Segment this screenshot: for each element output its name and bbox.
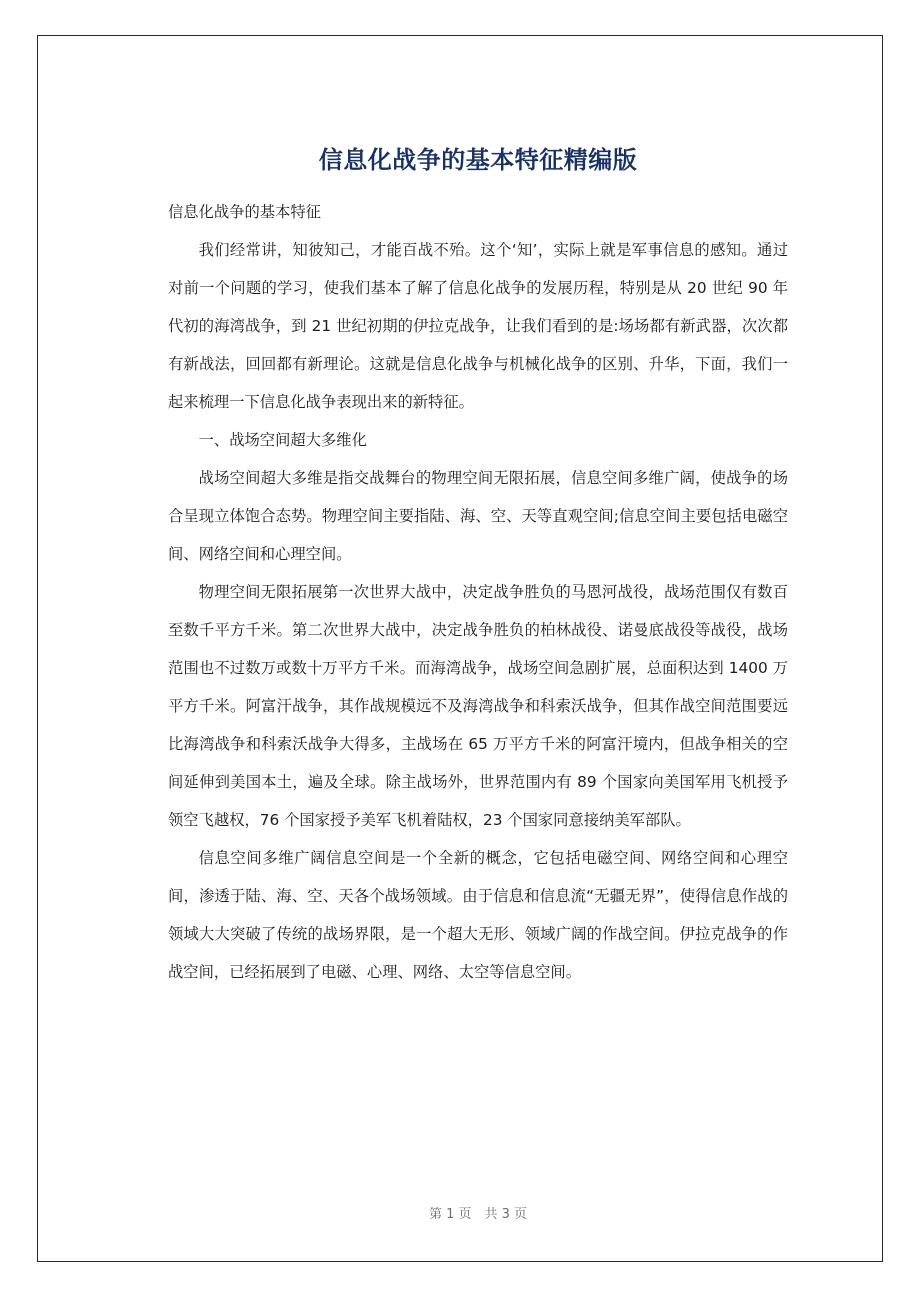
page-title: 信息化战争的基本特征精编版 — [318, 146, 638, 175]
paragraph-information-space: 信息空间多维广阔信息空间是一个全新的概念，它包括电磁空间、网络空间和心理空间，渗透于陆、海、空、天各个战场领域。由于信息和信息流“无疆无界”，使得信息作战的领域大大突破了传统的战场界限，是一个超大无形、领域广阔的作战空间。伊拉克战争的作战空间，已经拓展到了电磁、心理、网络、太空等信息空间。 — [168, 849, 788, 981]
section-heading-one: 一、战场空间超大多维化 — [198, 431, 367, 449]
page-content-area — [168, 36, 788, 1261]
paragraph-introduction: 我们经常讲，知彼知己，才能百战不殆。这个‘知’，实际上就是军事信息的感知。通过对前一个问题的学习，使我们基本了解了信息化战争的发展历程，特别是从 20 世纪 90 年代初的海湾战争，到 21 世纪初期的伊拉克战争，让我们看到的是:场场都有新武器，次次都有新战法，回回都有新理论。这就是信息化战争与机械化战争的区别、升华，下面，我们一起来梳理一下信息化战争表现出来的新特征。 — [168, 241, 788, 411]
document-subtitle: 信息化战争的基本特征 — [168, 203, 321, 221]
paragraph-battlespace-overview: 战场空间超大多维是指交战舞台的物理空间无限拓展，信息空间多维广阔，使战争的场合呈现立体饱合态势。物理空间主要指陆、海、空、天等直观空间;信息空间主要包括电磁空间、网络空间和心理空间。 — [168, 469, 788, 563]
document-body — [168, 193, 788, 991]
page-footer-pagination: 第 1 页 共 3 页 — [428, 1207, 528, 1222]
paragraph-physical-space: 物理空间无限拓展第一次世界大战中，决定战争胜负的马恩河战役，战场范围仅有数百至数千平方千米。第二次世界大战中，决定战争胜负的柏林战役、诺曼底战役等战役，战场范围也不过数万或数十万平方千米。而海湾战争，战场空间急剧扩展，总面积达到 1400 万平方千米。阿富汗战争，其作战规模远不及海湾战争和科索沃战争，但其作战空间范围要远比海湾战争和科索沃战争大得多，主战场在 65 万平方千米的阿富汗境内，但战争相关的空间延伸到美国本土，遍及全球。除主战场外，世界范围内有 89 个国家向美国军用飞机授予领空飞越权，76 个国家授予美军飞机着陆权，23 个国家同意接纳美军部队。 — [168, 583, 788, 829]
page-border-frame — [37, 35, 883, 1262]
